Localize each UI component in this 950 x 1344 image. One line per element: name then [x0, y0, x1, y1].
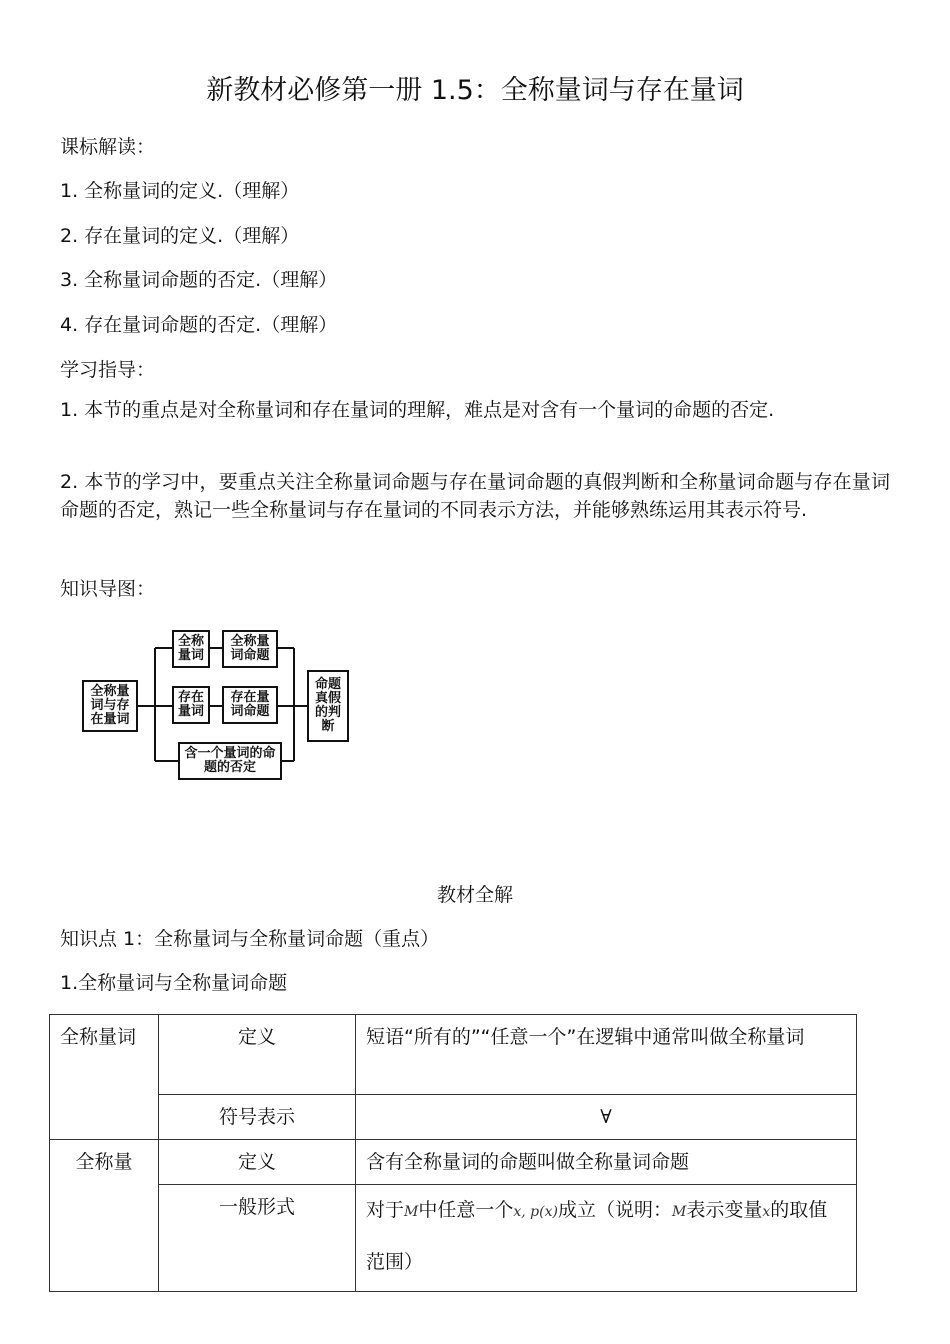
mindmap-heading: 知识导图： — [60, 578, 156, 600]
guidance-heading: 学习指导： — [60, 359, 156, 381]
forall-symbol: ∀ — [356, 1095, 857, 1140]
mindmap-truth-box: 命题真假的判断 — [307, 670, 349, 742]
knowledge-mindmap — [80, 626, 360, 786]
subsection-heading: 1.全称量词与全称量词命题 — [60, 972, 288, 994]
universal-quantifier-definition: 短语“所有的”“任意一个”在逻辑中通常叫做全称量词 — [356, 1015, 857, 1095]
table-row — [50, 1015, 857, 1095]
standards-item-4: 4. 存在量词命题的否定.（理解） — [60, 314, 338, 336]
symbol-label: 符号表示 — [159, 1095, 356, 1140]
standards-item-3: 3. 全称量词命题的否定.（理解） — [60, 269, 338, 291]
mindmap-root-box: 全称量词与存在量词 — [82, 680, 138, 732]
standards-item-2: 2. 存在量词的定义.（理解） — [60, 225, 300, 247]
page-title: 新教材必修第一册 1.5：全称量词与存在量词 — [206, 75, 744, 106]
mindmap-universal-box: 全称量词 — [172, 630, 210, 668]
definition-label: 定义 — [159, 1140, 356, 1185]
table-row — [50, 1095, 857, 1140]
section-heading: 教材全解 — [436, 884, 513, 906]
definition-table — [49, 1014, 857, 1292]
knowledge-point-heading: 知识点 1：全称量词与全称量词命题（重点） — [60, 928, 440, 950]
general-form-content: 对于M中任意一个x, p(x)成立（说明：M表示变量x的取值范围） — [356, 1185, 857, 1292]
standards-item-1: 1. 全称量词的定义.（理解） — [60, 180, 300, 202]
guidance-item-1: 1. 本节的重点是对全称量词和存在量词的理解，难点是对含有一个量词的命题的否定. — [60, 399, 775, 421]
table-row — [50, 1185, 857, 1292]
universal-proposition-definition: 含有全称量词的命题叫做全称量词命题 — [356, 1140, 857, 1185]
mindmap-existential-box: 存在量词 — [172, 686, 210, 724]
definition-label: 定义 — [159, 1015, 356, 1095]
mindmap-universal-prop-box: 全称量词命题 — [222, 630, 278, 668]
table-row — [50, 1140, 857, 1185]
universal-quantifier-label: 全称量词 — [50, 1015, 159, 1140]
universal-proposition-label: 全称量 — [50, 1140, 159, 1292]
general-form-label: 一般形式 — [159, 1185, 356, 1292]
guidance-item-2: 2. 本节的学习中，要重点关注全称量词命题与存在量词命题的真假判断和全称量词命题与存在量词命题的否定，熟记一些全称量词与存在量词的不同表示方法，并能够熟练运用其表示符号. — [60, 471, 890, 521]
mindmap-negation-box: 含一个量词的命题的否定 — [178, 742, 282, 780]
standards-heading: 课标解读： — [60, 136, 156, 158]
mindmap-existential-prop-box: 存在量词命题 — [222, 686, 278, 724]
